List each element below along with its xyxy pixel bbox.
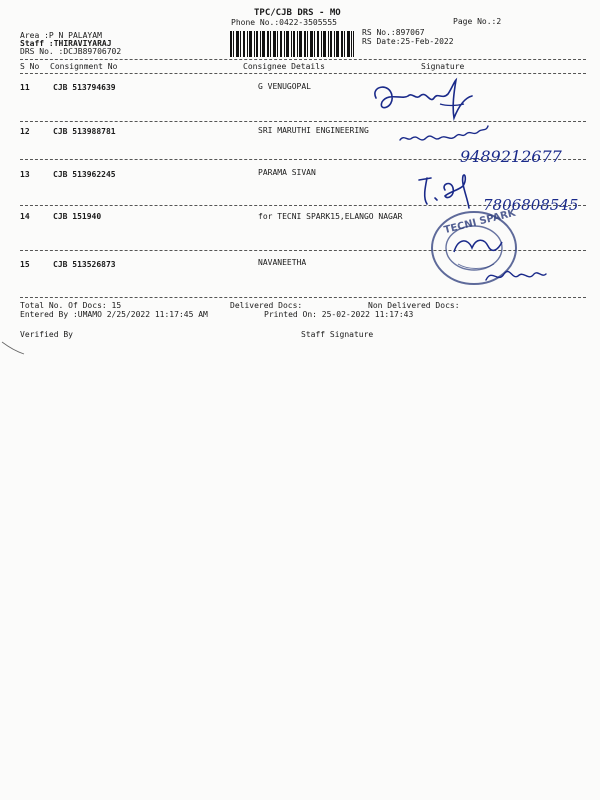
drs-number: DRS No. :DCJB89706702 — [20, 47, 122, 56]
row-sno: 15 — [20, 260, 30, 269]
barcode — [230, 31, 354, 57]
divider — [20, 121, 586, 122]
col-consignment: Consignment No — [50, 62, 118, 71]
row-consignee: G VENUGOPAL — [258, 82, 311, 91]
report-title: TPC/CJB DRS - MO — [254, 8, 341, 18]
row-consignee: SRI MARUTHI ENGINEERING — [258, 126, 369, 135]
staff-signature-label: Staff Signature — [301, 330, 374, 339]
verified-by: Verified By — [20, 330, 73, 339]
col-sno: S No — [20, 62, 40, 71]
non-delivered-docs: Non Delivered Docs: — [368, 301, 460, 310]
row-consignee: PARAMA SIVAN — [258, 168, 316, 177]
pen-mark — [0, 340, 40, 400]
printed-on: Printed On: 25-02-2022 11:17:43 — [264, 310, 414, 319]
staff-label: Staff :THIRAVIYARAJ — [20, 39, 112, 48]
row-sno: 11 — [20, 83, 30, 92]
phone-number: Phone No.:0422-3505555 — [231, 18, 337, 27]
rs-date: RS Date:25-Feb-2022 — [362, 37, 454, 46]
handwritten-phone: 9489212677 — [460, 147, 562, 166]
rs-number: RS No.:897067 — [362, 28, 425, 37]
area-label: Area :P N PALAYAM — [20, 31, 102, 40]
row-consignee: for TECNI SPARK15,ELANGO NAGAR — [258, 212, 403, 221]
row-consignment: CJB 151940 — [53, 212, 102, 221]
handwritten-phone: 7806808545 — [483, 196, 579, 214]
col-consignee: Consignee Details — [243, 62, 325, 71]
row-consignment: CJB 513962245 — [53, 170, 116, 179]
signature-row12 — [396, 124, 562, 166]
row-sno: 14 — [20, 212, 30, 221]
row-sno: 13 — [20, 170, 30, 179]
row-consignment: CJB 513526873 — [53, 260, 116, 269]
row-consignment: CJB 513794639 — [53, 83, 116, 92]
divider — [20, 59, 586, 60]
stamp-text: TECNI SPARK — [442, 207, 517, 237]
delivered-docs: Delivered Docs: — [230, 301, 303, 310]
row-sno: 12 — [20, 127, 30, 136]
row-consignment: CJB 513988781 — [53, 127, 116, 136]
total-docs: Total No. Of Docs: 15 — [20, 301, 122, 310]
col-signature: Signature — [421, 62, 465, 71]
signature-row15 — [482, 260, 550, 290]
signature-row11 — [368, 78, 480, 126]
divider — [20, 73, 586, 74]
divider — [20, 297, 586, 298]
entered-by: Entered By :UMAMO 2/25/2022 11:17:45 AM — [20, 310, 208, 319]
row-consignee: NAVANEETHA — [258, 258, 307, 267]
page-number: Page No.:2 — [453, 17, 502, 26]
